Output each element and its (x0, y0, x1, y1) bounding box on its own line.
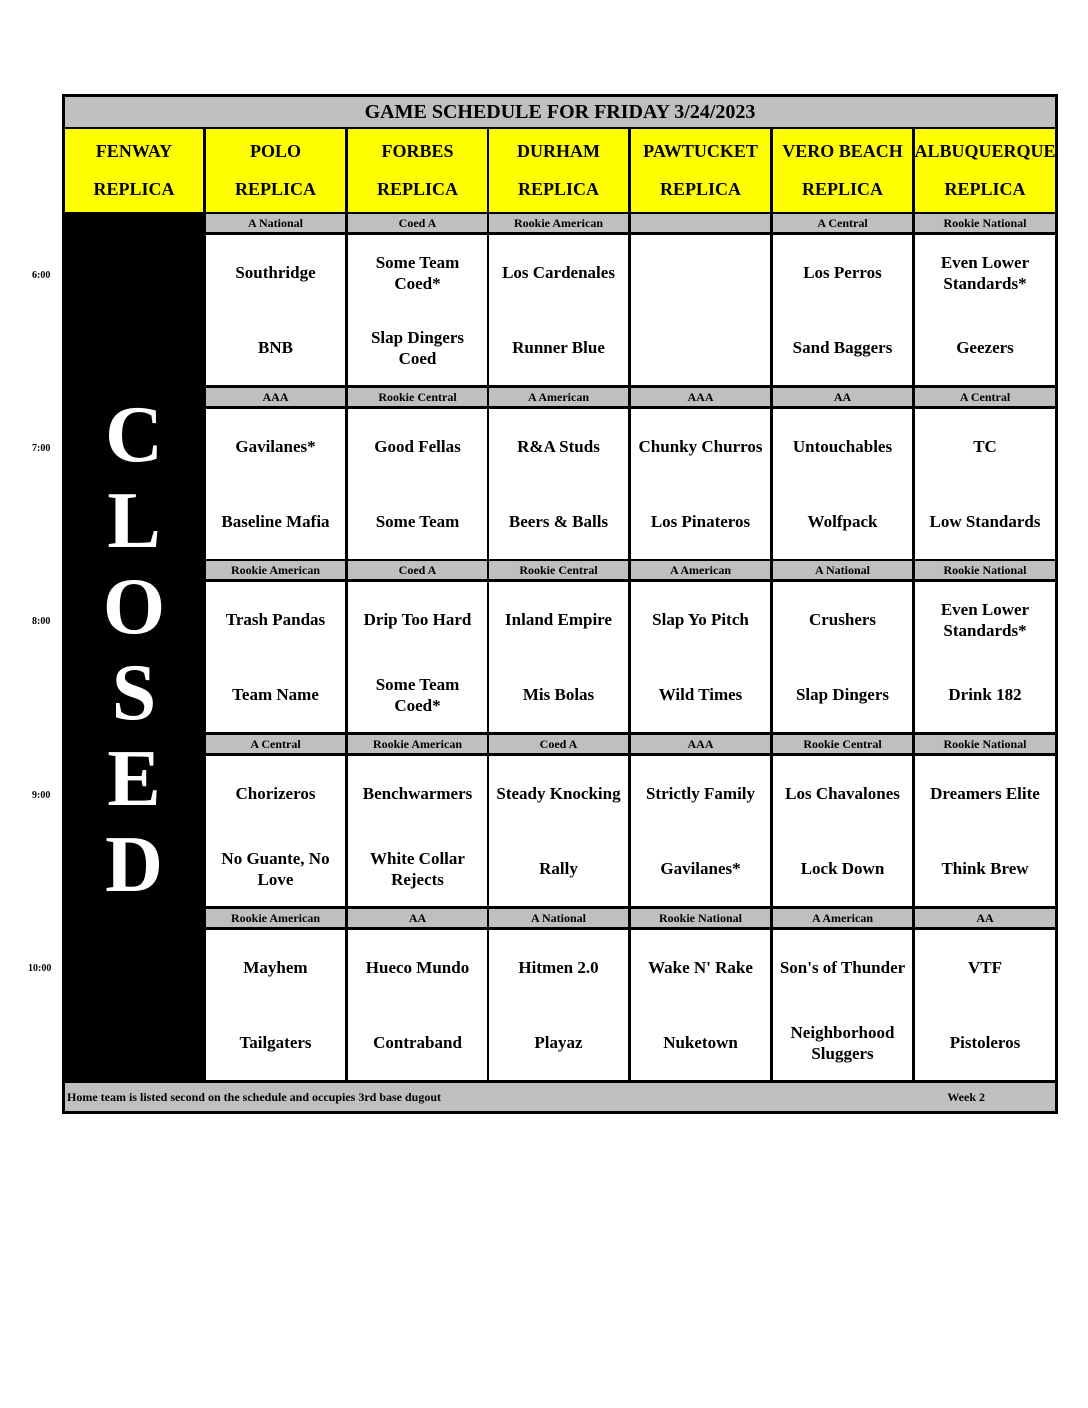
game-cell (631, 409, 770, 559)
field-header (773, 129, 912, 212)
home-team: Mis Bolas (522, 685, 595, 704)
home-team: Wolfpack (807, 512, 878, 531)
away-team: Some Team Coed* (375, 252, 460, 293)
division-label: Rookie National (915, 214, 1055, 232)
game-cell (915, 756, 1055, 906)
closed-letter: S (111, 649, 157, 737)
footer-week: Week 2 (947, 1089, 985, 1104)
game-cell (489, 235, 628, 385)
game-cell (489, 930, 628, 1080)
game-cell (348, 756, 487, 906)
footer-note: Home team is listed second on the schedule and occupies 3rd base dugout (67, 1089, 442, 1104)
game-cell (773, 756, 912, 906)
away-team: Chunky Churros (638, 437, 763, 456)
time-label: 7:00 (32, 443, 51, 454)
away-team: Son's of Thunder (779, 958, 906, 977)
home-team: Low Standards (929, 512, 1041, 531)
away-team: Mayhem (243, 958, 308, 977)
home-team: BNB (258, 338, 293, 357)
field-subtitle: REPLICA (234, 178, 316, 199)
field-name: VERO BEACH (782, 141, 903, 162)
field-header (489, 129, 628, 212)
home-team: Rally (539, 859, 578, 878)
schedule-table (62, 94, 1058, 1114)
game-cell (915, 235, 1055, 385)
division-label: Rookie National (631, 909, 770, 927)
game-cell (348, 235, 487, 385)
time-label: 10:00 (28, 963, 52, 974)
home-team: Lock Down (800, 859, 885, 878)
away-team: Inland Empire (505, 610, 612, 629)
away-team: TC (973, 437, 997, 456)
division-label (631, 214, 770, 232)
division-label: Coed A (348, 561, 487, 579)
home-team: Nuketown (663, 1033, 738, 1052)
field-subtitle: REPLICA (376, 178, 458, 199)
field-header (915, 129, 1055, 212)
game-cell (206, 756, 345, 906)
game-cell (206, 582, 345, 732)
division-label: AAA (631, 388, 770, 406)
home-team: Baseline Mafia (221, 512, 330, 531)
field-name: FORBES (381, 141, 454, 162)
home-team: Pistoleros (949, 1033, 1021, 1052)
footer (65, 1083, 1055, 1111)
division-label: A American (631, 561, 770, 579)
away-team: Even Lower Standards* (940, 599, 1030, 640)
division-label: A American (773, 909, 912, 927)
division-label: Rookie Central (348, 388, 487, 406)
home-team: Some Team (375, 512, 460, 531)
division-label: A National (206, 214, 345, 232)
field-header (631, 129, 770, 212)
field-name: DURHAM (517, 141, 600, 162)
game-cell (206, 409, 345, 559)
division-label: Coed A (489, 735, 628, 753)
away-team: Good Fellas (374, 437, 461, 456)
home-team: Gavilanes* (660, 859, 741, 878)
closed-letter: D (105, 821, 163, 909)
game-cell (348, 930, 487, 1080)
closed-letter: L (107, 477, 161, 565)
home-team: Beers & Balls (508, 512, 609, 531)
game-cell (206, 930, 345, 1080)
game-cell (773, 409, 912, 559)
field-header (206, 129, 345, 212)
division-label: A National (489, 909, 628, 927)
time-label: 8:00 (32, 616, 51, 627)
field-subtitle: REPLICA (801, 178, 883, 199)
division-label: A Central (773, 214, 912, 232)
division-label: AAA (631, 735, 770, 753)
time-label: 6:00 (32, 270, 51, 281)
division-label: A National (773, 561, 912, 579)
closed-column (65, 214, 203, 1080)
away-team: Southridge (235, 263, 316, 282)
field-subtitle: REPLICA (944, 178, 1026, 199)
division-label: Rookie Central (773, 735, 912, 753)
away-team: Wake N' Rake (648, 958, 753, 977)
game-cell (631, 930, 770, 1080)
game-cell (489, 409, 628, 559)
away-team: Los Perros (803, 263, 882, 282)
game-cell (489, 756, 628, 906)
field-name: POLO (249, 141, 301, 162)
home-team: No Guante, No Love (221, 848, 330, 889)
division-label: AA (773, 388, 912, 406)
home-team: Team Name (232, 685, 319, 704)
home-team: Slap Dingers Coed (370, 327, 465, 368)
away-team: VTF (968, 958, 1002, 977)
division-label: Rookie American (348, 735, 487, 753)
field-name: PAWTUCKET (643, 141, 758, 162)
field-subtitle: REPLICA (93, 178, 175, 199)
away-team: Even Lower Standards* (940, 252, 1030, 293)
home-team: Playaz (534, 1033, 583, 1052)
schedule-title: GAME SCHEDULE FOR FRIDAY 3/24/2023 (65, 97, 1055, 127)
away-team: Hueco Mundo (365, 958, 470, 977)
home-team: Neighborhood Sluggers (790, 1022, 895, 1063)
field-subtitle: REPLICA (659, 178, 741, 199)
game-cell (915, 409, 1055, 559)
game-cell (489, 582, 628, 732)
division-label: Rookie American (489, 214, 628, 232)
game-cell (773, 235, 912, 385)
away-team: R&A Studs (517, 437, 600, 456)
home-team: Drink 182 (948, 685, 1022, 704)
closed-letter: C (105, 391, 163, 479)
away-team: Crushers (808, 610, 877, 629)
time-label: 9:00 (32, 790, 51, 801)
game-cell (915, 930, 1055, 1080)
game-cell (773, 930, 912, 1080)
division-label: Rookie National (915, 561, 1055, 579)
home-team: Tailgaters (239, 1033, 312, 1052)
home-team: Some Team Coed* (375, 674, 460, 715)
away-team: Drip Too Hard (363, 610, 472, 629)
field-name: ALBUQUERQUE (914, 141, 1056, 162)
field-name: FENWAY (95, 141, 173, 162)
home-team: Contraband (373, 1033, 462, 1052)
field-header (348, 129, 487, 212)
division-label: Coed A (348, 214, 487, 232)
away-team: Los Chavalones (785, 784, 900, 803)
away-team: Los Cardenales (502, 263, 615, 282)
game-cell (631, 582, 770, 732)
game-cell (348, 409, 487, 559)
game-cell (206, 235, 345, 385)
game-cell (631, 235, 770, 385)
away-team: Gavilanes* (235, 437, 316, 456)
away-team: Slap Yo Pitch (652, 610, 749, 629)
division-label: Rookie Central (489, 561, 628, 579)
game-cell (631, 756, 770, 906)
division-label: Rookie National (915, 735, 1055, 753)
division-label: AA (348, 909, 487, 927)
away-team: Steady Knocking (496, 784, 621, 803)
division-label: AAA (206, 388, 345, 406)
field-header (65, 129, 203, 212)
home-team: Sand Baggers (792, 338, 893, 357)
away-team: Hitmen 2.0 (518, 958, 599, 977)
away-team: Benchwarmers (362, 784, 473, 803)
away-team: Strictly Family (645, 784, 756, 803)
home-team: Geezers (956, 338, 1014, 357)
division-label: A Central (206, 735, 345, 753)
away-team: Untouchables (792, 437, 893, 456)
division-label: A Central (915, 388, 1055, 406)
home-team: Think Brew (941, 859, 1029, 878)
home-team: White Collar Rejects (370, 848, 465, 889)
closed-letter: O (102, 563, 166, 651)
closed-letter: E (107, 735, 161, 823)
game-cell (348, 582, 487, 732)
game-cell (773, 582, 912, 732)
home-team: Runner Blue (512, 338, 605, 357)
field-subtitle: REPLICA (517, 178, 599, 199)
away-team: Dreamers Elite (930, 784, 1040, 803)
division-label: A American (489, 388, 628, 406)
away-team: Trash Pandas (225, 610, 326, 629)
away-team: Chorizeros (235, 784, 316, 803)
home-team: Slap Dingers (795, 685, 890, 704)
division-label: AA (915, 909, 1055, 927)
game-cell (915, 582, 1055, 732)
home-team: Wild Times (658, 685, 743, 704)
division-label: Rookie American (206, 561, 345, 579)
home-team: Los Pinateros (650, 512, 751, 531)
division-label: Rookie American (206, 909, 345, 927)
